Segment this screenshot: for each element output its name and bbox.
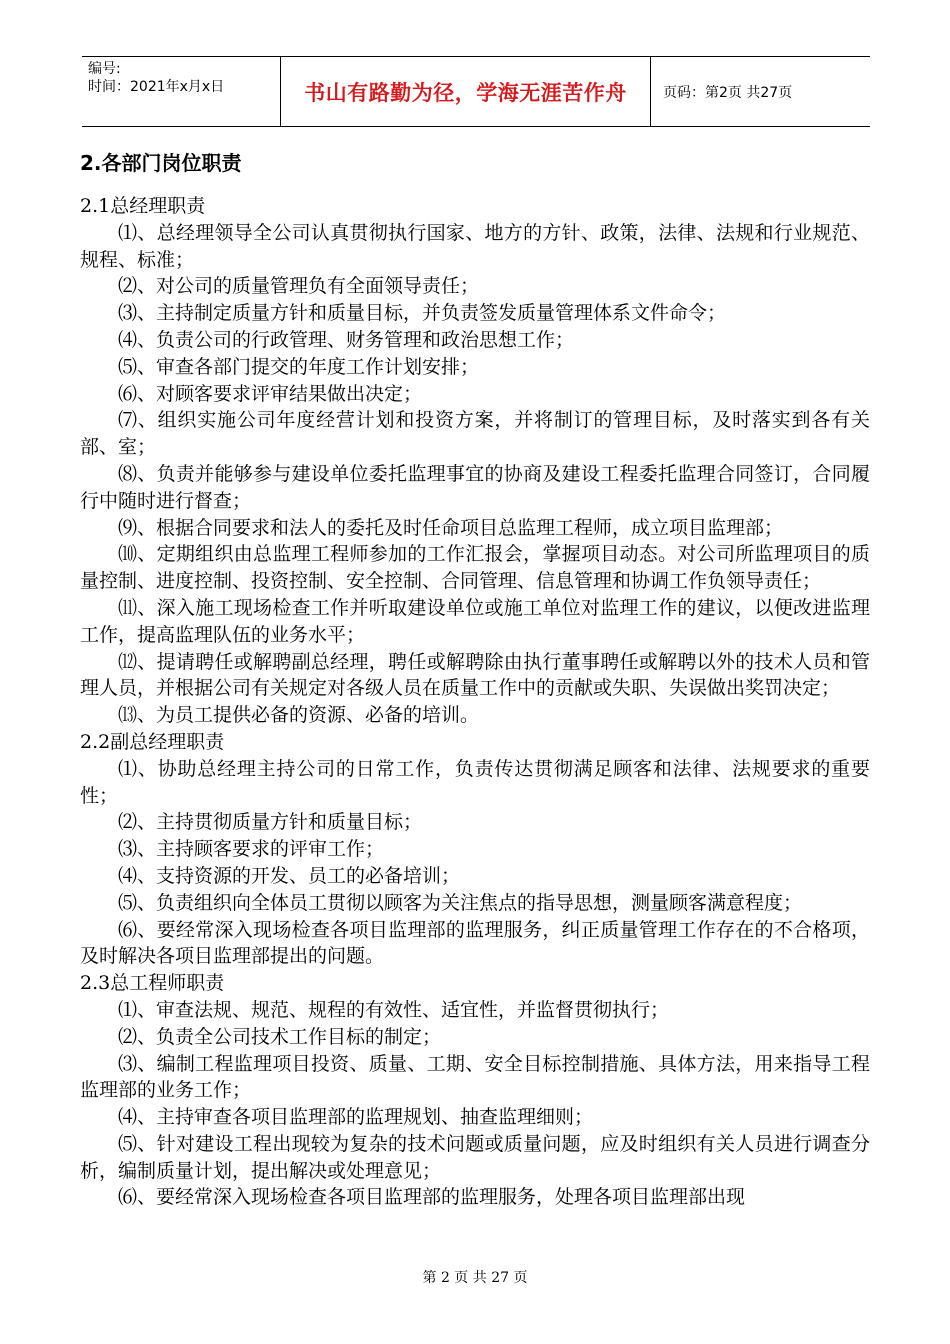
subsection-heading: 2.3总工程师职责 [80,972,225,995]
list-item: ⑴、审查法规、规范、规程的有效性、适宜性，并监督贯彻执行； [118,998,670,1021]
list-item: ⑹、要经常深入现场检查各项目监理部的监理服务，纠正质量管理工作存在的不合格项，及时解决各项目监理部提出的问题。 [80,918,870,968]
list-item: ⑶、编制工程监理项目投资、质量、工期、安全目标控制措施、具体方法，用来指导工程监理部的业务工作； [80,1052,870,1102]
page-footer: 第 2 页 共 27 页 [422,1270,528,1286]
paragraph-list [80,193,870,1211]
list-item: ⑺、组织实施公司年度经营计划和投资方案，并将制订的管理目标，及时落实到各有关部、室； [80,409,870,459]
list-item: ⑽、定期组织由总监理工程师参加的工作汇报会，掌握项目动态。对公司所监理项目的质量控制、进度控制、投资控制、安全控制、合同管理、信息管理和协调工作负领导责任； [80,543,870,593]
subsection-heading: 2.2副总经理职责 [80,730,225,753]
list-item: ⑻、负责并能够参与建设单位委托监理事宜的协商及建设工程委托监理合同签订，合同履行中随时进行督查； [80,462,870,512]
list-item: ⑷、支持资源的开发、员工的必备培训； [118,864,461,887]
list-item: ⑹、要经常深入现场检查各项目监理部的监理服务，处理各项目监理部出现 [118,1186,746,1209]
list-item: ⑸、审查各部门提交的年度工作计划安排； [118,355,480,378]
list-item: ⑷、主持审查各项目监理部的监理规划、抽查监理细则； [118,1106,594,1129]
list-item: ⒀、为员工提供必备的资源、必备的培训。 [118,704,480,727]
header-meta [82,57,281,126]
list-item: ⑹、对顾客要求评审结果做出决定； [118,382,423,405]
header-motto: 书山有路勤为径，学海无涯苦作舟 [281,57,651,126]
list-item: ⑵、主持贯彻质量方针和质量目标； [118,811,423,834]
list-item: ⑶、主持顾客要求的评审工作； [118,838,385,861]
document-body [80,143,870,1211]
section-title: 2.各部门岗位职责 [80,151,242,175]
list-item: ⑿、提请聘任或解聘副总经理，聘任或解聘除由执行董事聘任或解聘以外的技术人员和管理人员，并根据公司有关规定对各级人员在质量工作中的贡献或失职、失误做出奖罚决定； [80,650,870,700]
list-item: ⑵、对公司的质量管理负有全面领导责任； [118,275,480,298]
header-page-info: 页码：第2页 共27页 [663,84,793,101]
list-item: ⑴、总经理领导全公司认真贯彻执行国家、地方的方针、政策，法律、法规和行业规范、规程、标准； [80,221,870,271]
list-item: ⑷、负责公司的行政管理、财务管理和政治思想工作； [118,328,575,351]
page-header [82,56,870,127]
subsection-heading: 2.1总经理职责 [80,195,206,217]
list-item: ⑴、协助总经理主持公司的日常工作，负责传达贯彻满足顾客和法律、法规要求的重要性； [80,757,870,807]
document-time: 时间：2021年x月x日 [88,79,225,95]
list-item: ⑸、负责组织向全体员工贯彻以顾客为关注焦点的指导思想，测量顾客满意程度； [118,891,803,914]
list-item: ⑵、负责全公司技术工作目标的制定； [118,1025,442,1048]
list-item: ⑸、针对建设工程出现较为复杂的技术问题或质量问题，应及时组织有关人员进行调查分析，编制质量计划，提出解决或处理意见； [80,1132,870,1182]
list-item: ⑶、主持制定质量方针和质量目标，并负责签发质量管理体系文件命令； [118,302,727,325]
document-number-label: 编号: [88,61,121,77]
list-item: ⑼、根据合同要求和法人的委托及时任命项目总监理工程师，成立项目监理部； [118,516,784,539]
list-item: ⑾、深入施工现场检查工作并听取建设单位或施工单位对监理工作的建议，以便改进监理工作，提高监理队伍的业务水平； [80,596,870,646]
